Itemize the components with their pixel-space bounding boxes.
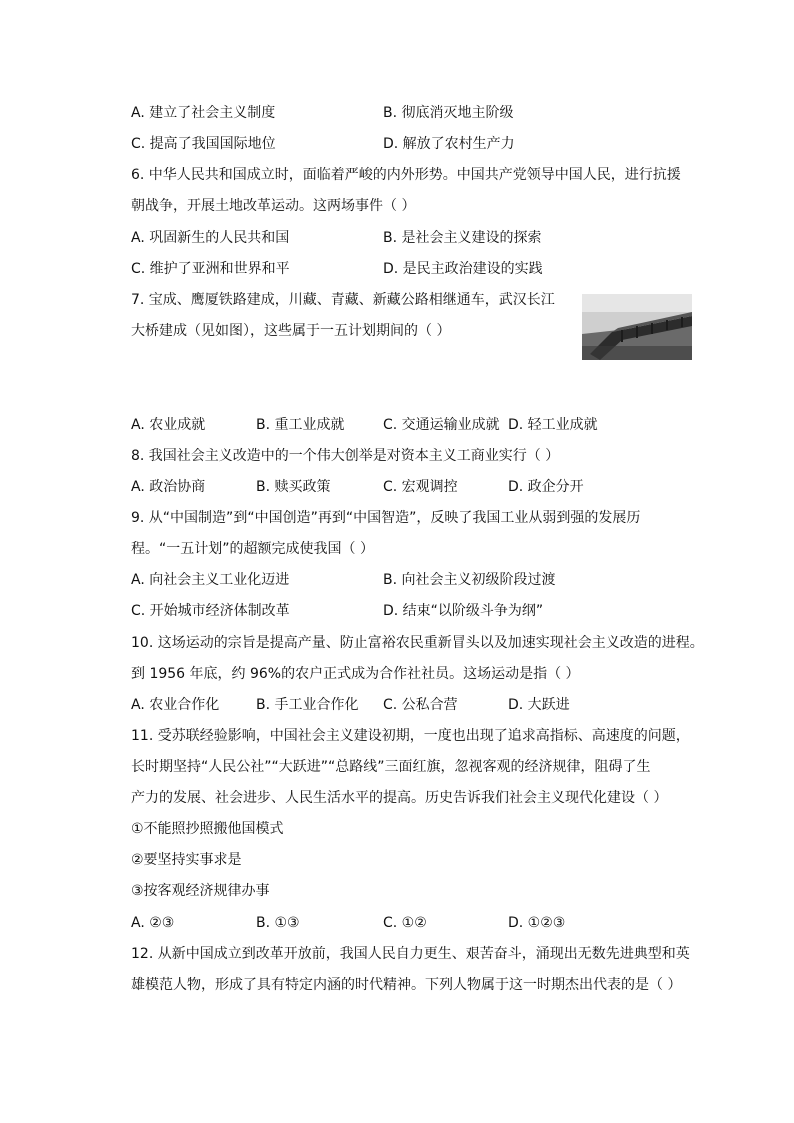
q6-stem-line2: 朝战争，开展土地改革运动。这两场事件（ ） — [131, 198, 416, 214]
q8-option-a: A. 政治协商 — [131, 479, 206, 495]
q10-option-c: C. 公私合营 — [383, 697, 458, 713]
q11-option-b: B. ①③ — [256, 915, 300, 931]
q11-stem-line2: 长时期坚持“人民公社”“大跃进”“总路线”三面红旗，忽视客观的经济规律，阻碍了生 — [131, 759, 651, 775]
q6-option-a: A. 巩固新生的人民共和国 — [131, 230, 290, 246]
q9-stem-line2: 程。“一五计划”的超额完成使我国（ ） — [131, 541, 374, 557]
q10-stem-line2: 到 1956 年底，约 96%的农户正式成为合作社社员。这场运动是指（ ） — [131, 666, 580, 682]
q10-option-a: A. 农业合作化 — [131, 697, 220, 713]
q5-option-d: D. 解放了农村生产力 — [383, 136, 515, 152]
q9-option-a: A. 向社会主义工业化迈进 — [131, 572, 290, 588]
q5-option-c: C. 提高了我国国际地位 — [131, 136, 276, 152]
q6-option-b: B. 是社会主义建设的探索 — [383, 230, 542, 246]
q12-stem-line2: 雄模范人物，形成了具有特定内涵的时代精神。下列人物属于这一时期杰出代表的是（ ） — [131, 977, 682, 993]
q11-option-a: A. ②③ — [131, 915, 175, 931]
q11-stem-line1: 11. 受苏联经验影响，中国社会主义建设初期，一度也出现了追求高指标、高速度的问题， — [131, 728, 690, 744]
q11-option-d: D. ①②③ — [508, 915, 566, 931]
q6-stem-line1: 6. 中华人民共和国成立时，面临着严峻的内外形势。中国共产党领导中国人民，进行抗援 — [131, 167, 681, 183]
q6-option-d: D. 是民主政治建设的实践 — [383, 261, 543, 277]
q5-option-b: B. 彻底消灭地主阶级 — [383, 105, 514, 121]
q10-stem-line1: 10. 这场运动的宗旨是提高产量、防止富裕农民重新冒头以及加速实现社会主义改造的进程。 — [131, 635, 704, 651]
q11-statement-3: ③按客观经济规律办事 — [131, 883, 270, 899]
q9-option-d: D. 结束“以阶级斗争为纲” — [383, 603, 544, 619]
q10-option-b: B. 手工业合作化 — [256, 697, 359, 713]
q7-stem-line1: 7. 宝成、鹰厦铁路建成，川藏、青藏、新藏公路相继通车，武汉长江 — [131, 292, 555, 308]
q11-statement-1: ①不能照抄照搬他国模式 — [131, 821, 284, 837]
q11-option-c: C. ①② — [383, 915, 427, 931]
q8-option-d: D. 政企分开 — [508, 479, 584, 495]
q7-option-a: A. 农业成就 — [131, 417, 206, 433]
q7-option-b: B. 重工业成就 — [256, 417, 345, 433]
q7-option-c: C. 交通运输业成就 — [383, 417, 500, 433]
q5-option-a: A. 建立了社会主义制度 — [131, 105, 276, 121]
q9-option-b: B. 向社会主义初级阶段过渡 — [383, 572, 556, 588]
q6-option-c: C. 维护了亚洲和世界和平 — [131, 261, 290, 277]
q7-option-d: D. 轻工业成就 — [508, 417, 598, 433]
q9-option-c: C. 开始城市经济体制改革 — [131, 603, 290, 619]
q8-option-c: C. 宏观调控 — [383, 479, 458, 495]
q11-stem-line3: 产力的发展、社会进步、人民生活水平的提高。历史告诉我们社会主义现代化建设（ ） — [131, 790, 668, 806]
q8-option-b: B. 赎买政策 — [256, 479, 331, 495]
q11-statement-2: ②要坚持实事求是 — [131, 852, 242, 868]
q10-option-d: D. 大跃进 — [508, 697, 570, 713]
q12-stem-line1: 12. 从新中国成立到改革开放前，我国人民自力更生、艰苦奋斗，涌现出无数先进典型和英 — [131, 946, 690, 962]
q9-stem-line1: 9. 从“中国制造”到“中国创造”再到“中国智造”，反映了我国工业从弱到强的发展历 — [131, 510, 641, 526]
q8-stem-line1: 8. 我国社会主义改造中的一个伟大创举是对资本主义工商业实行（ ） — [131, 448, 560, 464]
q7-stem-line2: 大桥建成（见如图），这些属于一五计划期间的（ ） — [131, 323, 451, 339]
bridge-photo-image — [582, 294, 692, 360]
bridge-photo — [582, 294, 692, 360]
